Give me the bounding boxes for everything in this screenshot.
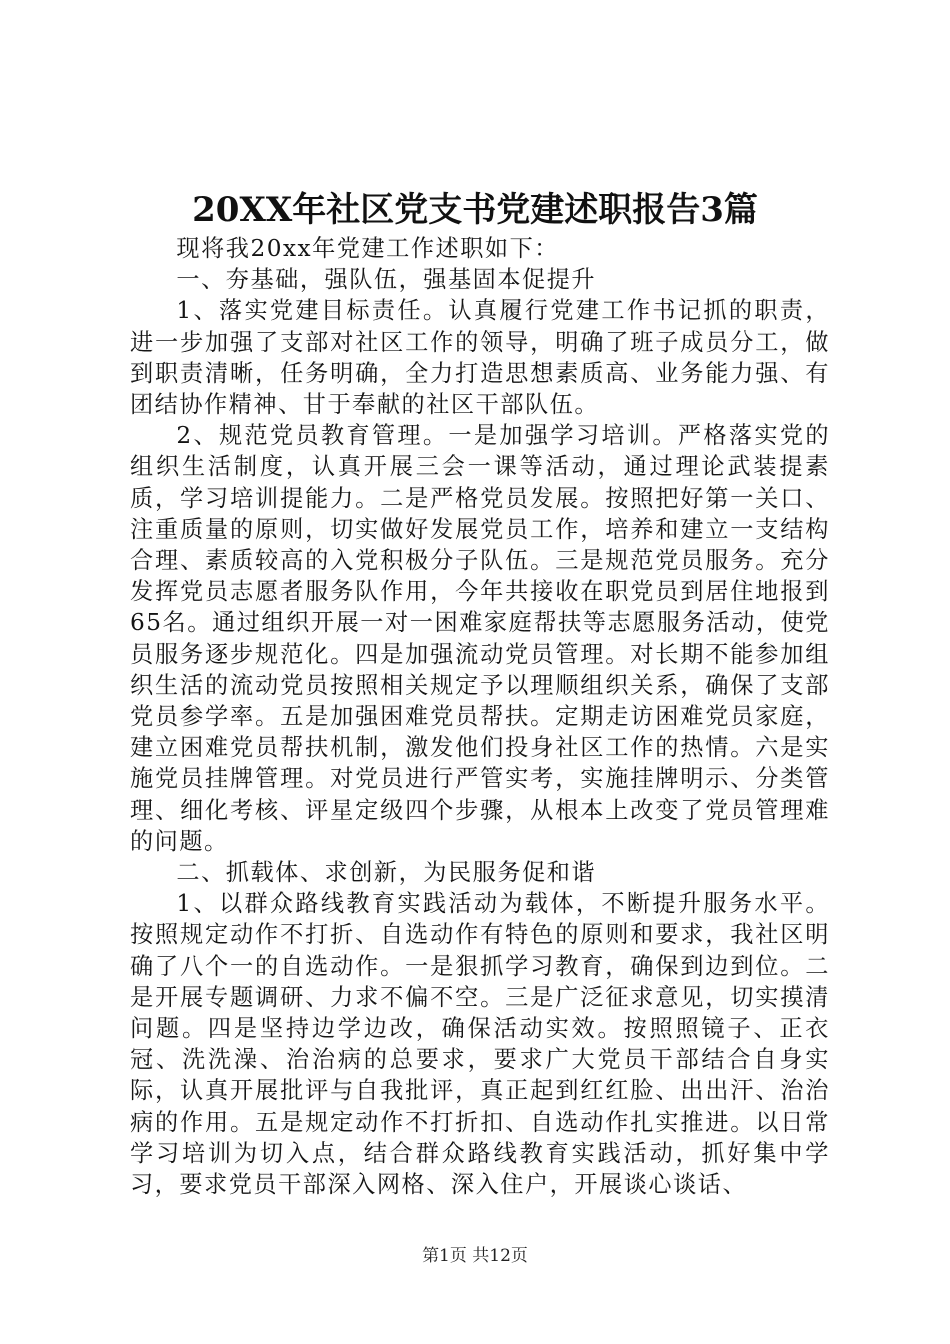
paragraph-intro: 现将我20xx年党建工作述职如下： <box>176 235 559 262</box>
document-body <box>130 233 830 1200</box>
section-heading-2: 二、抓载体、求创新，为民服务促和谐 <box>176 859 597 887</box>
paragraph-1-1: 1、落实党建目标责任。认真履行党建工作书记抓的职责，进一步加强了支部对社区工作的领导，明确了班子成员分工，做到职责清晰，任务明确，全力打造思想素质高、业务能力强、有团结协作精神、甘于奉献的社区干部队伍。 <box>130 297 830 419</box>
document-title: 20XX年社区党支书党建述职报告3篇 <box>192 190 758 230</box>
paragraph-2-1: 1、以群众路线教育实践活动为载体，不断提升服务水平。按照规定动作不打折、自选动作有特色的原则和要求，我社区明确了八个一的自选动作。一是狠抓学习教育，确保到边到位。二是开展专题调研、力求不偏不空。三是广泛征求意见，切实摸清问题。四是坚持边学边改，确保活动实效。按照照镜子、正衣冠、洗洗澡、治治病的总要求，要求广大党员干部结合自身实际，认真开展批评与自我批评，真正起到红红脸、出出汗、治治病的作用。五是规定动作不打折扣、自选动作扎实推进。以日常学习培训为切入点，结合群众路线教育实践活动，抓好集中学习，要求党员干部深入网格、深入住户，开展谈心谈话、 <box>130 890 830 1199</box>
section-heading-1: 一、夯基础，强队伍，强基固本促提升 <box>176 266 597 294</box>
page-footer: 第1页 共12页 <box>422 1246 528 1266</box>
paragraph-1-2: 2、规范党员教育管理。一是加强学习培训。严格落实党的组织生活制度，认真开展三会一课等活动，通过理论武装提素质，学习培训提能力。二是严格党员发展。按照把好第一关口、注重质量的原则，切实做好发展党员工作，培养和建立一支结构合理、素质较高的入党积极分子队伍。三是规范党员服务。充分发挥党员志愿者服务队作用，今年共接收在职党员到居住地报到65名。通过组织开展一对一困难家庭帮扶等志愿服务活动，使党员服务逐步规范化。四是加强流动党员管理。对长期不能参加组织生活的流动党员按照相关规定予以理顺组织关系，确保了支部党员参学率。五是加强困难党员帮扶。定期走访困难党员家庭，建立困难党员帮扶机制，激发他们投身社区工作的热情。六是实施党员挂牌管理。对党员进行严管实考，实施挂牌明示、分类管理、细化考核、评星定级四个步骤，从根本上改变了党员管理难的问题。 <box>130 422 830 855</box>
